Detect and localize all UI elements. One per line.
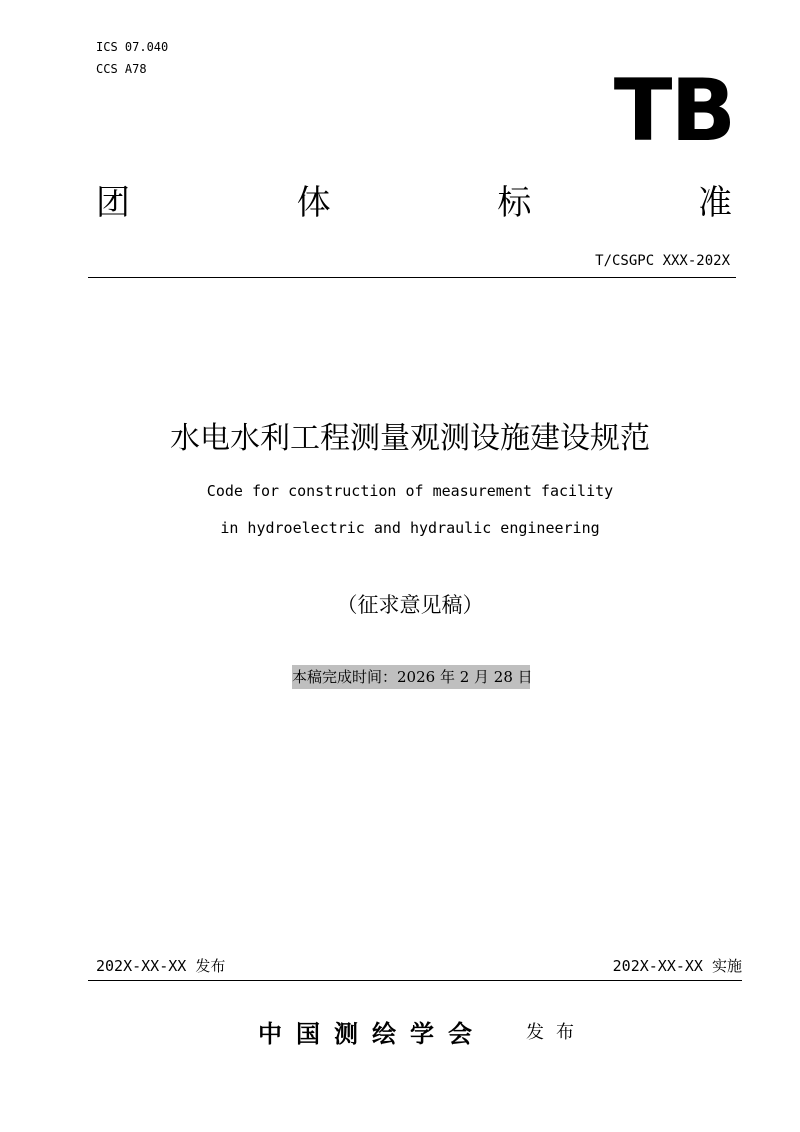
standard-type-heading xyxy=(96,183,732,223)
ccs-code: CCS A78 xyxy=(96,62,147,76)
issuer-name: 中国测绘学会 xyxy=(258,1020,486,1048)
implement-date: 202X-XX-XX 实施 xyxy=(612,957,742,975)
footer-divider xyxy=(88,980,742,981)
standard-number: T/CSGPC XXX-202X xyxy=(595,253,730,269)
document-title-cn: 水电水利工程测量观测设施建设规范 xyxy=(170,421,650,456)
standard-type-char: 准 xyxy=(697,183,732,223)
document-title-en-line2: in hydroelectric and hydraulic engineering xyxy=(220,519,600,537)
draft-status-label: （征求意见稿） xyxy=(336,593,484,617)
standard-type-char: 标 xyxy=(497,183,532,223)
publish-date: 202X-XX-XX 发布 xyxy=(96,957,226,975)
header-divider xyxy=(88,277,736,278)
standard-type-char: 团 xyxy=(96,183,130,223)
completion-date-highlight: 本稿完成时间：2026 年 2 月 28 日 xyxy=(292,665,530,689)
issue-label: 发布 xyxy=(526,1022,586,1043)
ics-code: ICS 07.040 xyxy=(96,40,169,54)
standard-type-char: 体 xyxy=(296,183,331,223)
document-title-en-line1: Code for construction of measurement facility xyxy=(206,482,614,500)
tb-logo: TB xyxy=(613,61,734,161)
